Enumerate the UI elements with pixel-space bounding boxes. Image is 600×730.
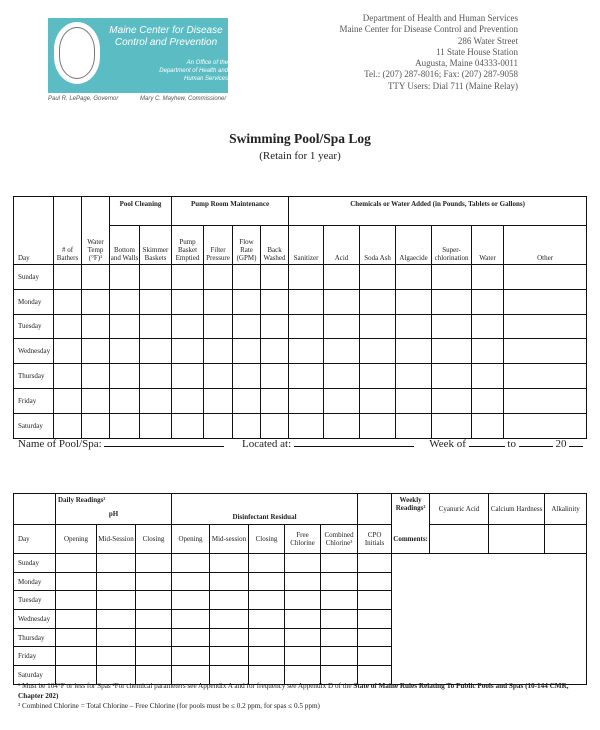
log-entry-cell[interactable] bbox=[204, 314, 233, 339]
reading-entry-cell[interactable] bbox=[172, 554, 210, 573]
log-entry-cell[interactable] bbox=[54, 289, 82, 314]
reading-entry-cell[interactable] bbox=[136, 591, 172, 610]
column-header: Bottom and Walls bbox=[110, 226, 140, 265]
readings-row bbox=[14, 554, 587, 573]
governor-name: Paul R. LePage, Governor bbox=[48, 96, 119, 102]
reading-entry-cell[interactable] bbox=[97, 628, 136, 647]
log-row bbox=[14, 388, 587, 413]
log-entry-cell[interactable] bbox=[504, 314, 587, 339]
reading-entry-cell[interactable] bbox=[321, 610, 358, 629]
reading-entry-cell[interactable] bbox=[210, 647, 249, 666]
address-line: 286 Water Street bbox=[457, 35, 518, 46]
log-entry-cell[interactable] bbox=[110, 413, 140, 438]
footnote-3: ³ Combined Chlorine = Total Chlorine – Free Chlorine (for pools must be ≤ 0.2 ppm, for spas ≤ 0.5 ppm) bbox=[18, 702, 320, 710]
log-entry-cell[interactable] bbox=[140, 364, 172, 389]
comments-area[interactable] bbox=[392, 554, 587, 685]
log-entry-cell[interactable] bbox=[360, 289, 396, 314]
footnote-1 bbox=[18, 681, 588, 701]
log-entry-cell[interactable] bbox=[172, 364, 204, 389]
day-label: Saturday bbox=[14, 666, 56, 685]
week-end-field[interactable] bbox=[519, 436, 553, 447]
log-entry-cell[interactable] bbox=[432, 314, 472, 339]
log-entry-cell[interactable] bbox=[360, 364, 396, 389]
log-entry-cell[interactable] bbox=[82, 364, 110, 389]
reading-entry-cell[interactable] bbox=[249, 647, 285, 666]
log-entry-cell[interactable] bbox=[82, 314, 110, 339]
org-name bbox=[106, 25, 226, 49]
day-label: Tuesday bbox=[14, 591, 56, 610]
log-entry-cell[interactable] bbox=[504, 339, 587, 364]
reading-entry-cell[interactable] bbox=[136, 647, 172, 666]
log-entry-cell[interactable] bbox=[172, 388, 204, 413]
log-entry-cell[interactable] bbox=[289, 339, 324, 364]
column-header: CPO Initials bbox=[358, 525, 392, 554]
reading-entry-cell[interactable] bbox=[56, 554, 97, 573]
reading-entry-cell[interactable] bbox=[358, 610, 392, 629]
calcium-hardness-header: Calcium Hardness bbox=[489, 494, 545, 525]
reading-entry-cell[interactable] bbox=[56, 610, 97, 629]
org-subtitle-line: Department of Health and Human Services bbox=[159, 68, 228, 82]
log-entry-cell[interactable] bbox=[54, 388, 82, 413]
reading-entry-cell[interactable] bbox=[172, 647, 210, 666]
log-entry-cell[interactable] bbox=[360, 339, 396, 364]
log-entry-cell[interactable] bbox=[233, 314, 261, 339]
footnotes bbox=[18, 681, 588, 711]
reading-entry-cell[interactable] bbox=[172, 572, 210, 591]
reading-entry-cell[interactable] bbox=[56, 572, 97, 591]
log-entry-cell[interactable] bbox=[54, 265, 82, 290]
day-label: Wednesday bbox=[14, 610, 56, 629]
reading-entry-cell[interactable] bbox=[172, 628, 210, 647]
log-entry-cell[interactable] bbox=[172, 265, 204, 290]
daily-readings-table bbox=[13, 493, 587, 685]
column-header: Water bbox=[472, 226, 504, 265]
log-entry-cell[interactable] bbox=[289, 314, 324, 339]
group-pool-cleaning: Pool Cleaning bbox=[110, 197, 172, 226]
log-entry-cell[interactable] bbox=[396, 364, 432, 389]
address-line: Maine Center for Disease Control and Prevention bbox=[339, 24, 518, 35]
log-entry-cell[interactable] bbox=[82, 413, 110, 438]
log-row bbox=[14, 314, 587, 339]
address-line: Tel.: (207) 287-8016; Fax: (207) 287-9058 bbox=[364, 69, 518, 80]
column-header: # of Bathers bbox=[54, 226, 82, 265]
alkalinity-header: Alkalinity bbox=[545, 494, 587, 525]
pool-info-line bbox=[18, 436, 583, 450]
column-header: Mid-Session bbox=[97, 525, 136, 554]
reading-entry-cell[interactable] bbox=[358, 591, 392, 610]
reading-entry-cell[interactable] bbox=[97, 647, 136, 666]
column-header: Free Chlorine bbox=[285, 525, 321, 554]
column-header: Super-chlorination bbox=[432, 226, 472, 265]
to-label: to bbox=[507, 438, 516, 450]
reading-entry-cell[interactable] bbox=[321, 647, 358, 666]
reading-entry-cell[interactable] bbox=[210, 628, 249, 647]
log-corner-cell bbox=[82, 197, 110, 226]
reading-entry-cell[interactable] bbox=[321, 628, 358, 647]
log-entry-cell[interactable] bbox=[140, 413, 172, 438]
reading-entry-cell[interactable] bbox=[321, 554, 358, 573]
log-entry-cell[interactable] bbox=[432, 339, 472, 364]
log-entry-cell[interactable] bbox=[261, 339, 289, 364]
day-label: Friday bbox=[14, 647, 56, 666]
reading-entry-cell[interactable] bbox=[97, 554, 136, 573]
log-entry-cell[interactable] bbox=[289, 364, 324, 389]
log-entry-cell[interactable] bbox=[472, 265, 504, 290]
log-entry-cell[interactable] bbox=[204, 413, 233, 438]
reading-entry-cell[interactable] bbox=[136, 628, 172, 647]
readings-corner-cell bbox=[14, 494, 56, 525]
log-entry-cell[interactable] bbox=[261, 388, 289, 413]
log-entry-cell[interactable] bbox=[360, 388, 396, 413]
log-entry-cell[interactable] bbox=[172, 413, 204, 438]
reading-entry-cell[interactable] bbox=[210, 572, 249, 591]
log-entry-cell[interactable] bbox=[504, 265, 587, 290]
reading-entry-cell[interactable] bbox=[285, 628, 321, 647]
log-entry-cell[interactable] bbox=[360, 314, 396, 339]
log-entry-cell[interactable] bbox=[432, 413, 472, 438]
log-entry-cell[interactable] bbox=[504, 413, 587, 438]
log-entry-cell[interactable] bbox=[204, 364, 233, 389]
day-column-header: Day bbox=[14, 226, 54, 265]
reading-entry-cell[interactable] bbox=[285, 554, 321, 573]
column-header: Opening bbox=[56, 525, 97, 554]
week-start-field[interactable] bbox=[469, 436, 505, 447]
log-entry-cell[interactable] bbox=[504, 388, 587, 413]
log-corner-cell bbox=[54, 197, 82, 226]
reading-entry-cell[interactable] bbox=[172, 591, 210, 610]
group-chemicals: Chemicals or Water Added (in Pounds, Tablets or Gallons) bbox=[289, 197, 587, 226]
log-entry-cell[interactable] bbox=[261, 364, 289, 389]
cyanuric-acid-header: Cyanuric Acid bbox=[430, 494, 489, 525]
pool-log-table bbox=[13, 196, 587, 439]
log-entry-cell[interactable] bbox=[432, 388, 472, 413]
log-entry-cell[interactable] bbox=[432, 364, 472, 389]
log-entry-cell[interactable] bbox=[233, 265, 261, 290]
log-entry-cell[interactable] bbox=[233, 339, 261, 364]
log-entry-cell[interactable] bbox=[204, 339, 233, 364]
reading-entry-cell[interactable] bbox=[56, 647, 97, 666]
log-entry-cell[interactable] bbox=[233, 413, 261, 438]
day-label: Saturday bbox=[14, 413, 54, 438]
log-entry-cell[interactable] bbox=[172, 339, 204, 364]
log-entry-cell[interactable] bbox=[110, 314, 140, 339]
column-header: Filter Pressure bbox=[204, 226, 233, 265]
column-header: Flow Rate (GPM) bbox=[233, 226, 261, 265]
log-entry-cell[interactable] bbox=[472, 413, 504, 438]
disinfectant-group: Disinfectant Residual bbox=[172, 494, 358, 525]
org-name-line: Control and Prevention bbox=[114, 37, 218, 48]
log-entry-cell[interactable] bbox=[289, 413, 324, 438]
reading-entry-cell[interactable] bbox=[136, 610, 172, 629]
log-entry-cell[interactable] bbox=[172, 289, 204, 314]
page-subtitle: (Retain for 1 year) bbox=[259, 150, 341, 162]
log-entry-cell[interactable] bbox=[82, 265, 110, 290]
reading-entry-cell[interactable] bbox=[358, 647, 392, 666]
reading-entry-cell[interactable] bbox=[136, 554, 172, 573]
log-entry-cell[interactable] bbox=[54, 413, 82, 438]
column-header: Soda Ash bbox=[360, 226, 396, 265]
reading-entry-cell[interactable] bbox=[285, 610, 321, 629]
log-entry-cell[interactable] bbox=[233, 388, 261, 413]
column-header: Sanitizer bbox=[289, 226, 324, 265]
log-entry-cell[interactable] bbox=[396, 289, 432, 314]
day-label: Monday bbox=[14, 289, 54, 314]
column-header: Acid bbox=[324, 226, 360, 265]
reading-entry-cell[interactable] bbox=[136, 572, 172, 591]
week-of-label: Week of bbox=[429, 438, 466, 450]
column-header: Closing bbox=[249, 525, 285, 554]
day-column-header: Day bbox=[14, 525, 56, 554]
commissioner-name: Mary C. Mayhew, Commissioner bbox=[140, 96, 227, 102]
column-header: Combined Chlorine³ bbox=[321, 525, 358, 554]
location-label: Located at: bbox=[241, 438, 292, 450]
readings-corner-cell bbox=[358, 494, 392, 525]
reading-entry-cell[interactable] bbox=[56, 591, 97, 610]
log-entry-cell[interactable] bbox=[233, 364, 261, 389]
log-entry-cell[interactable] bbox=[110, 388, 140, 413]
log-entry-cell[interactable] bbox=[82, 289, 110, 314]
address-line: TTY Users: Dial 711 (Maine Relay) bbox=[387, 80, 518, 91]
log-entry-cell[interactable] bbox=[504, 364, 587, 389]
column-header: Closing bbox=[136, 525, 172, 554]
log-entry-cell[interactable] bbox=[396, 314, 432, 339]
log-entry-cell[interactable] bbox=[204, 265, 233, 290]
log-entry-cell[interactable] bbox=[289, 289, 324, 314]
address-line: 11 State House Station bbox=[436, 46, 518, 57]
column-header: Skimmer Baskets bbox=[140, 226, 172, 265]
log-entry-cell[interactable] bbox=[172, 314, 204, 339]
log-entry-cell[interactable] bbox=[432, 265, 472, 290]
ph-group bbox=[56, 494, 172, 525]
reading-entry-cell[interactable] bbox=[321, 591, 358, 610]
group-pump-room: Pump Room Maintenance bbox=[172, 197, 289, 226]
log-entry-cell[interactable] bbox=[261, 314, 289, 339]
calcium-hardness-value[interactable] bbox=[489, 525, 545, 554]
column-header: Pump Basket Emptied bbox=[172, 226, 204, 265]
org-subtitle bbox=[140, 59, 228, 83]
daily-readings-label: Daily Readings² bbox=[58, 496, 106, 504]
log-entry-cell[interactable] bbox=[324, 265, 360, 290]
org-subtitle-line: An Office of the bbox=[186, 60, 228, 66]
day-label: Sunday bbox=[14, 554, 56, 573]
log-entry-cell[interactable] bbox=[110, 339, 140, 364]
footnote-text: ¹ Must be 104°F or less for Spas ²For chemical parameters see Appendix A and for frequency see Appendix D of the bbox=[18, 682, 354, 690]
address-block bbox=[340, 13, 518, 92]
address-line: Augusta, Maine 04333-0011 bbox=[415, 58, 518, 69]
log-entry-cell[interactable] bbox=[289, 388, 324, 413]
reading-entry-cell[interactable] bbox=[97, 610, 136, 629]
log-entry-cell[interactable] bbox=[472, 339, 504, 364]
reading-entry-cell[interactable] bbox=[172, 610, 210, 629]
log-entry-cell[interactable] bbox=[324, 289, 360, 314]
log-entry-cell[interactable] bbox=[54, 364, 82, 389]
reading-entry-cell[interactable] bbox=[358, 628, 392, 647]
log-entry-cell[interactable] bbox=[396, 339, 432, 364]
pool-name-label: Name of Pool/Spa: bbox=[18, 438, 102, 450]
address-line: Department of Health and Human Services bbox=[362, 13, 518, 23]
ph-label: pH bbox=[108, 510, 119, 518]
state-seal-icon bbox=[54, 22, 100, 84]
log-entry-cell[interactable] bbox=[289, 265, 324, 290]
reading-entry-cell[interactable] bbox=[249, 628, 285, 647]
day-label: Friday bbox=[14, 388, 54, 413]
day-label: Thursday bbox=[14, 628, 56, 647]
log-entry-cell[interactable] bbox=[360, 413, 396, 438]
log-entry-cell[interactable] bbox=[140, 265, 172, 290]
log-entry-cell[interactable] bbox=[396, 265, 432, 290]
log-entry-cell[interactable] bbox=[82, 388, 110, 413]
log-entry-cell[interactable] bbox=[110, 265, 140, 290]
log-corner-cell bbox=[14, 197, 54, 226]
log-entry-cell[interactable] bbox=[324, 388, 360, 413]
log-entry-cell[interactable] bbox=[324, 413, 360, 438]
log-entry-cell[interactable] bbox=[472, 289, 504, 314]
log-entry-cell[interactable] bbox=[204, 289, 233, 314]
weekly-readings-label: Weekly Readings² bbox=[392, 494, 430, 525]
log-entry-cell[interactable] bbox=[140, 339, 172, 364]
log-entry-cell[interactable] bbox=[360, 265, 396, 290]
log-entry-cell[interactable] bbox=[110, 289, 140, 314]
log-entry-cell[interactable] bbox=[261, 413, 289, 438]
reading-entry-cell[interactable] bbox=[285, 647, 321, 666]
log-entry-cell[interactable] bbox=[472, 364, 504, 389]
reading-entry-cell[interactable] bbox=[97, 591, 136, 610]
pool-name-field[interactable] bbox=[104, 436, 224, 447]
log-entry-cell[interactable] bbox=[472, 314, 504, 339]
page-title: Swimming Pool/Spa Log bbox=[229, 131, 371, 146]
day-label: Wednesday bbox=[14, 339, 54, 364]
day-label: Monday bbox=[14, 572, 56, 591]
reading-entry-cell[interactable] bbox=[321, 572, 358, 591]
log-row bbox=[14, 289, 587, 314]
log-row bbox=[14, 364, 587, 389]
log-entry-cell[interactable] bbox=[261, 265, 289, 290]
log-entry-cell[interactable] bbox=[54, 339, 82, 364]
log-entry-cell[interactable] bbox=[324, 314, 360, 339]
column-header: Back Washed bbox=[261, 226, 289, 265]
reading-entry-cell[interactable] bbox=[358, 554, 392, 573]
comments-label: Comments: bbox=[392, 525, 430, 554]
reading-entry-cell[interactable] bbox=[285, 572, 321, 591]
year-label: 20 bbox=[555, 438, 567, 450]
log-entry-cell[interactable] bbox=[324, 339, 360, 364]
reading-entry-cell[interactable] bbox=[249, 591, 285, 610]
reading-entry-cell[interactable] bbox=[210, 610, 249, 629]
reading-entry-cell[interactable] bbox=[249, 572, 285, 591]
log-entry-cell[interactable] bbox=[204, 388, 233, 413]
log-entry-cell[interactable] bbox=[261, 289, 289, 314]
reading-entry-cell[interactable] bbox=[249, 554, 285, 573]
column-header: Other bbox=[504, 226, 587, 265]
reading-entry-cell[interactable] bbox=[210, 591, 249, 610]
footnote-rule-reference: State of Maine Rules Relating To Public Pools and Spas (10-144 CMR, Chapter 202) bbox=[18, 682, 569, 700]
log-entry-cell[interactable] bbox=[82, 339, 110, 364]
log-entry-cell[interactable] bbox=[472, 388, 504, 413]
log-row bbox=[14, 339, 587, 364]
log-entry-cell[interactable] bbox=[140, 314, 172, 339]
column-header: Opening bbox=[172, 525, 210, 554]
log-entry-cell[interactable] bbox=[396, 388, 432, 413]
log-entry-cell[interactable] bbox=[233, 289, 261, 314]
reading-entry-cell[interactable] bbox=[210, 554, 249, 573]
column-header: Mid-session bbox=[210, 525, 249, 554]
log-entry-cell[interactable] bbox=[140, 388, 172, 413]
year-field[interactable] bbox=[569, 436, 583, 447]
column-header: Water Temp (°F)¹ bbox=[82, 226, 110, 265]
reading-entry-cell[interactable] bbox=[56, 628, 97, 647]
reading-entry-cell[interactable] bbox=[249, 610, 285, 629]
location-field[interactable] bbox=[294, 436, 414, 447]
alkalinity-value[interactable] bbox=[545, 525, 587, 554]
log-entry-cell[interactable] bbox=[324, 364, 360, 389]
reading-entry-cell[interactable] bbox=[358, 572, 392, 591]
reading-entry-cell[interactable] bbox=[97, 572, 136, 591]
cyanuric-acid-value[interactable] bbox=[430, 525, 489, 554]
log-entry-cell[interactable] bbox=[396, 413, 432, 438]
day-label: Thursday bbox=[14, 364, 54, 389]
log-row bbox=[14, 265, 587, 290]
log-entry-cell[interactable] bbox=[432, 289, 472, 314]
org-name-line: Maine Center for Disease bbox=[109, 25, 223, 36]
log-entry-cell[interactable] bbox=[504, 289, 587, 314]
column-header: Algaecide bbox=[396, 226, 432, 265]
log-entry-cell[interactable] bbox=[110, 364, 140, 389]
log-entry-cell[interactable] bbox=[140, 289, 172, 314]
day-label: Tuesday bbox=[14, 314, 54, 339]
log-entry-cell[interactable] bbox=[54, 314, 82, 339]
log-row bbox=[14, 413, 587, 438]
reading-entry-cell[interactable] bbox=[285, 591, 321, 610]
day-label: Sunday bbox=[14, 265, 54, 290]
